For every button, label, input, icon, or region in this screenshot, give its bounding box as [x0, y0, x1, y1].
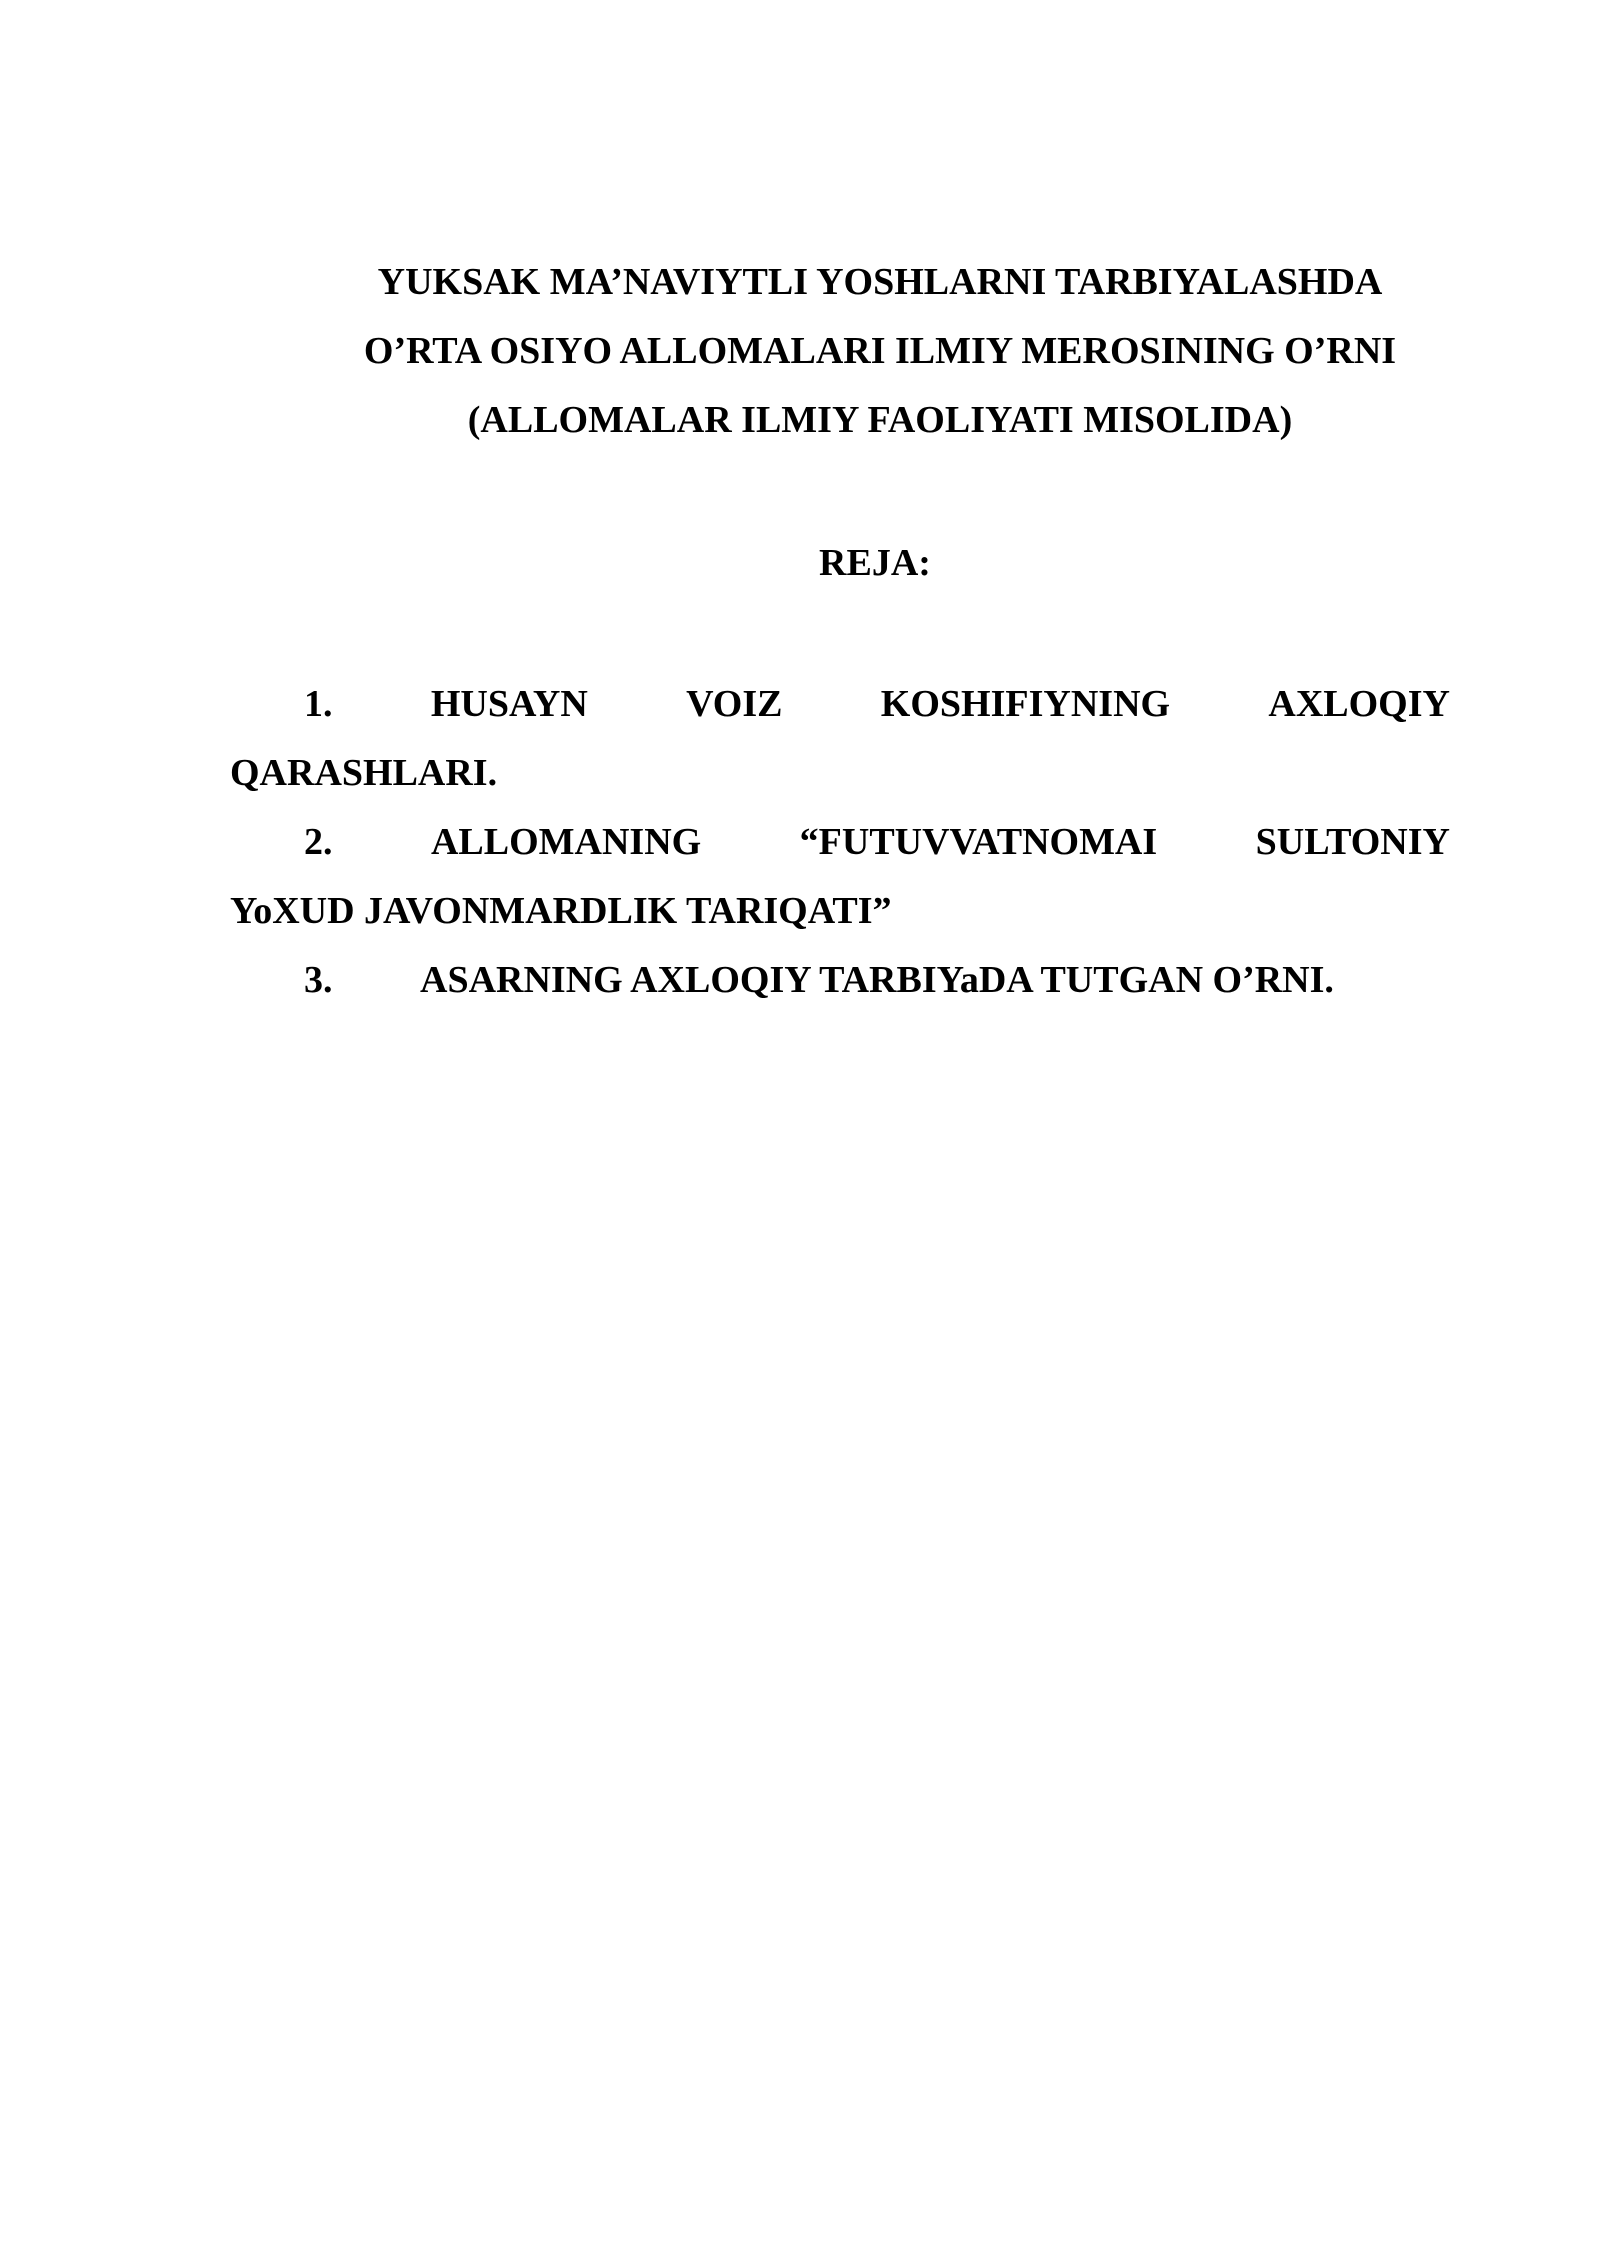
- plan-item-2-continuation: YoXUD JAVONMARDLIK TARIQATI”: [230, 890, 892, 932]
- plan-item-word: SULTONIY: [1255, 821, 1450, 863]
- plan-item-word: ALLOMANING: [430, 821, 702, 863]
- plan-list: [230, 670, 1450, 1015]
- plan-item-3-line: [230, 946, 1450, 1015]
- plan-heading: REJA:: [819, 542, 931, 584]
- title-line-2: O’RTA OSIYO ALLOMALARI ILMIY MEROSINING O’RNI: [363, 330, 1397, 372]
- plan-item-word: VOIZ: [686, 683, 783, 725]
- plan-item-word: “FUTUVVATNOMAI: [799, 821, 1158, 863]
- title-line-1: YUKSAK MA’NAVIYTLI YOSHLARNI TARBIYALASHDA: [377, 261, 1383, 303]
- plan-item-2: [230, 808, 1450, 946]
- plan-item-1-first-line: [230, 670, 1450, 739]
- plan-item-text: ASARNING AXLOQIY TARBIYaDA TUTGAN O’RNI.: [420, 959, 1334, 1001]
- plan-item-number: 2.: [304, 821, 333, 863]
- plan-item-1-continuation: QARASHLARI.: [230, 752, 498, 794]
- plan-item-word: HUSAYN: [430, 683, 588, 725]
- plan-item-2-first-line: [230, 808, 1450, 877]
- plan-item-number: 1.: [304, 683, 333, 725]
- plan-item-number: 3.: [304, 959, 333, 1001]
- plan-item-word: KOSHIFIYNING: [880, 683, 1171, 725]
- title-line-3: (ALLOMALAR ILMIY FAOLIYATI MISOLIDA): [467, 399, 1293, 441]
- document-title: [320, 248, 1440, 455]
- plan-item-1: [230, 670, 1450, 808]
- plan-item-3: [230, 946, 1450, 1015]
- plan-item-word: AXLOQIY: [1268, 683, 1450, 725]
